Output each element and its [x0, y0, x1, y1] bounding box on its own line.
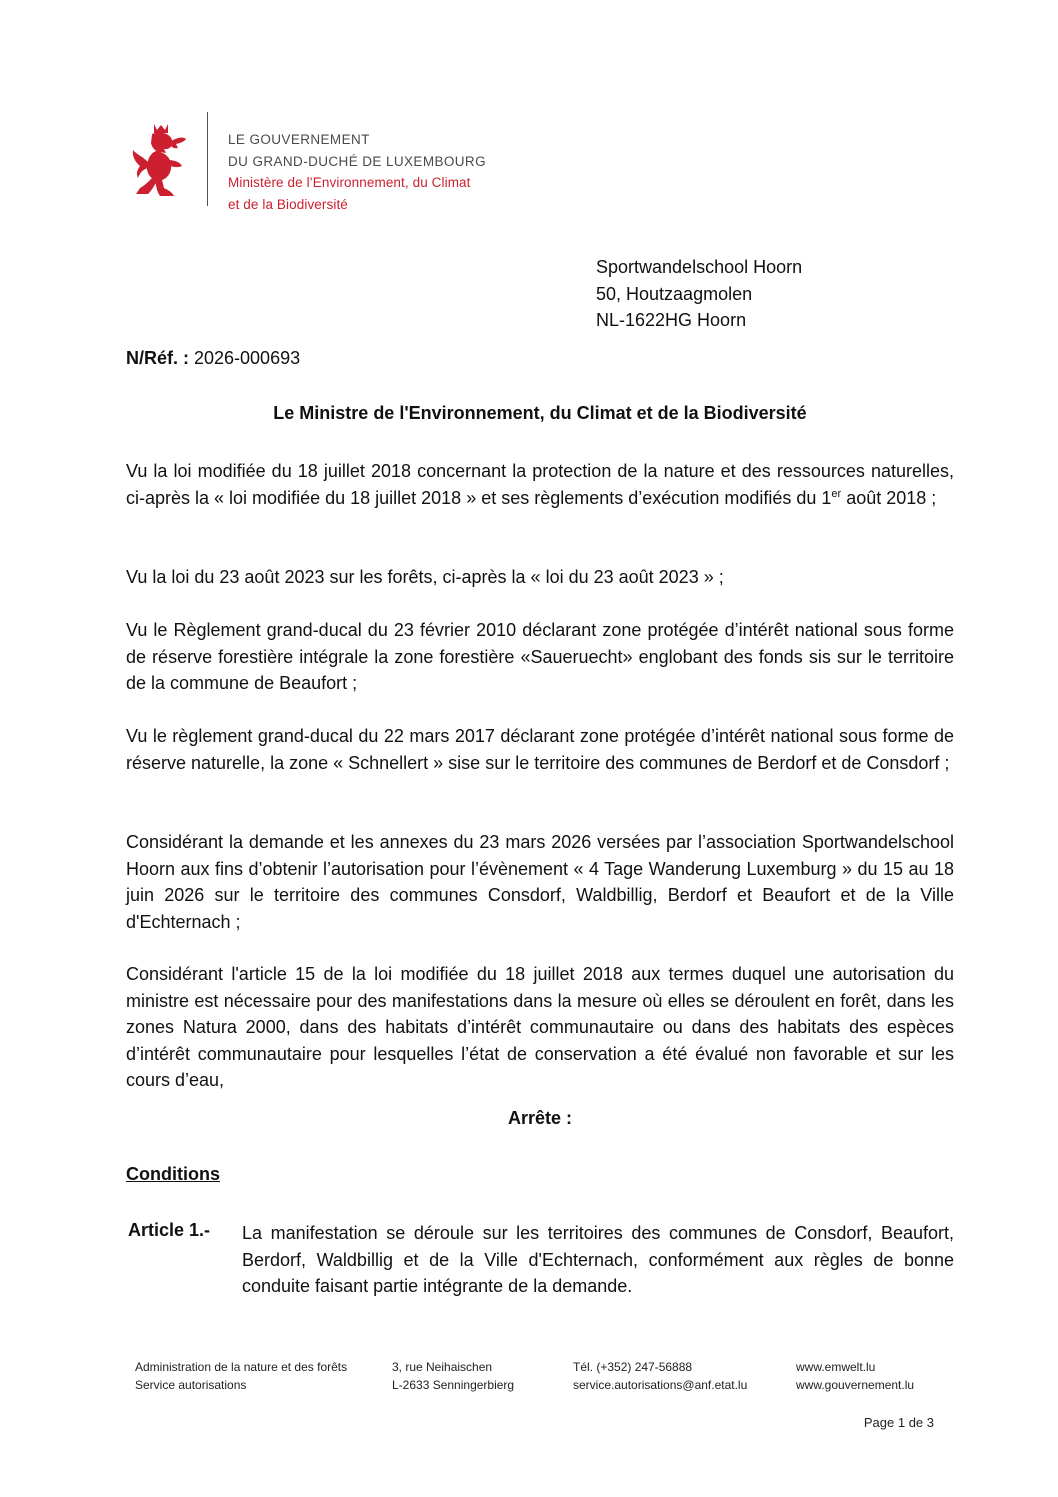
reference-number — [126, 348, 300, 369]
footer-websites — [796, 1359, 914, 1394]
header-divider — [207, 112, 208, 206]
ministry-name-line1: Ministère de l’Environnement, du Climat — [228, 175, 471, 190]
red-lion-icon — [130, 122, 192, 198]
consideration-1-tail: août 2018 ; — [841, 487, 937, 508]
footer-contact — [573, 1359, 747, 1394]
footer-postcode-city: L-2633 Senningerbierg — [392, 1377, 515, 1392]
recipient-address — [596, 254, 802, 334]
footer-administration — [135, 1359, 347, 1394]
consideration-paragraph-6: Considérant l'article 15 de la loi modifiée du 18 juillet 2018 aux termes duquel une autorisation du ministre est nécessaire pour des manifestations dans la mesure où elles se déroulent en forêt, dans les zones Natura 2000, dans des habitats d’intérêt communautaire ou dans des habitats des espèces d’intérêt communautaire pour lesquelles l’état de conservation a été évalué non favorable et sur les cours d’eau, — [126, 964, 954, 1091]
section-heading-conditions: Conditions — [126, 1164, 220, 1184]
footer-phone: Tél. (+352) 247-56888 — [573, 1360, 693, 1374]
consideration-1-text: Vu la loi modifiée du 18 juillet 2018 concernant la protection de la nature et des ressources naturelles, ci-après la « loi modifiée du 18 juillet 2018 » et ses règlements d’exécution modifiés du 1 — [126, 461, 954, 508]
reference-value: 2026-000693 — [189, 348, 301, 368]
reference-label: N/Réf. : — [126, 348, 189, 368]
footer-website-emwelt: www.emwelt.lu — [796, 1360, 876, 1374]
government-header — [228, 129, 486, 215]
article-1-text: La manifestation se déroule sur les territoires des communes de Consdorf, Beaufort, Berdorf, Waldbillig et de la Ville d'Echternach, conformément aux règles de bonne conduite faisant partie intégrante de la demande. — [242, 1223, 954, 1297]
footer-email: service.autorisations@anf.etat.lu — [573, 1377, 748, 1392]
consideration-paragraph-2: Vu la loi du 23 août 2023 sur les forêts, ci-après la « loi du 23 août 2023 » ; — [126, 567, 724, 587]
footer-address — [392, 1359, 514, 1394]
government-name-line2: DU GRAND-DUCHÉ DE LUXEMBOURG — [228, 153, 486, 169]
consideration-paragraph-3: Vu le Règlement grand-ducal du 23 février 2010 déclarant zone protégée d’intérêt national sous forme de réserve forestière intégrale la zone forestière «Saueruecht» englobant des fonds sis sur le territoire de la commune de Beaufort ; — [126, 620, 954, 694]
government-name-line1: LE GOUVERNEMENT — [228, 132, 370, 147]
footer-administration-name: Administration de la nature et des forêts — [135, 1360, 348, 1374]
document-title: Le Ministre de l'Environnement, du Climat et de la Biodiversité — [273, 403, 807, 423]
consideration-paragraph-5: Considérant la demande et les annexes du 23 mars 2026 versées par l’association Sportwandelschool Hoorn aux fins d’obtenir l’autorisation pour l’évènement « 4 Tage Wanderung Luxemburg » du 15 au 18 juin 2026 sur le territoire des communes Consdorf, Waldbillig, Berdorf et Beaufort et de la Ville d'Echternach ; — [126, 832, 954, 932]
ministry-name-line2: et de la Biodiversité — [228, 196, 348, 212]
footer-service-name: Service autorisations — [135, 1377, 247, 1392]
decision-heading: Arrête : — [507, 1108, 573, 1128]
footer-street: 3, rue Neihaischen — [392, 1360, 493, 1374]
article-1-label: Article 1.- — [128, 1220, 211, 1240]
consideration-paragraph-4: Vu le règlement grand-ducal du 22 mars 2017 déclarant zone protégée d’intérêt national sous forme de réserve naturelle, la zone « Schnellert » sise sur le territoire des communes de Berdorf et de Consdorf ; — [126, 726, 954, 773]
footer-website-gouvernement: www.gouvernement.lu — [796, 1377, 915, 1392]
ordinal-superscript: er — [831, 487, 842, 500]
consideration-paragraph-1 — [126, 458, 954, 511]
page-number: Page 1 de 3 — [863, 1415, 934, 1430]
recipient-street: 50, Houtzaagmolen — [596, 283, 753, 304]
recipient-name: Sportwandelschool Hoorn — [596, 257, 803, 277]
recipient-city: NL-1622HG Hoorn — [596, 310, 747, 330]
